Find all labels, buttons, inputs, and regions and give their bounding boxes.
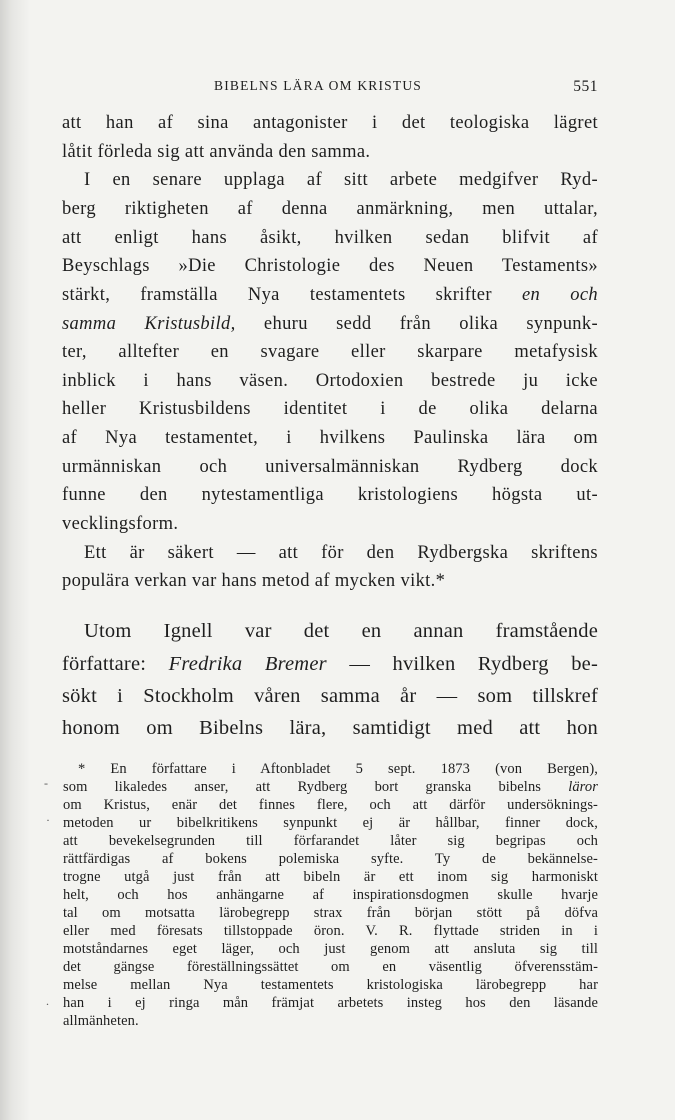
footnote-line xyxy=(63,780,598,795)
body-line xyxy=(62,286,598,305)
body-line: berg riktigheten af denna anmärkning, men uttalar, xyxy=(62,199,598,219)
footnote-line: att bevekelsegrunden till förfarandet låter sig begripas och xyxy=(63,833,598,849)
page-gutter-shadow xyxy=(0,0,30,1120)
footnote-line: eller med föresats tillstoppade öron. V. R. flyttade striden in i xyxy=(63,923,598,939)
body-line: af Nya testamentet, i hvilkens Paulinska lära om xyxy=(62,428,598,448)
body-line: urmänniskan och universalmänniskan Rydberg dock xyxy=(62,457,598,477)
body-line xyxy=(62,315,598,334)
body-line: ter, alltefter en svagare eller skarpare metafysisk xyxy=(62,342,598,362)
footnote-line: trogne utgå just från att bibeln är ett inom sig harmoniskt xyxy=(63,869,598,885)
body-line: heller Kristusbildens identitet i de olika delarna xyxy=(62,399,598,419)
body-line: I en senare upplaga af sitt arbete medgifver Ryd- xyxy=(84,170,598,190)
footnote-line: melse mellan Nya testamentets kristologiska lärobegrepp har xyxy=(63,977,598,993)
margin-dash-mark: - xyxy=(44,776,48,790)
footnote-text-segment: som likaledes anser, att Rydberg bort granska bibelns xyxy=(63,779,542,795)
footnote-line: rättfärdigas af bokens polemiska syfte. Ty de bekännelse- xyxy=(63,851,598,867)
body-line: Beyschlags »Die Christologie des Neuen Testaments» xyxy=(62,256,598,276)
section-line: sökt i Stockholm våren samma år — som tillskref xyxy=(62,685,598,707)
body-text-segment: stärkt, framställa Nya testamentets skrifter xyxy=(62,285,492,305)
body-line: inblick i hans väsen. Ortodoxien bestrede ju icke xyxy=(62,371,598,391)
margin-dot-mark: · xyxy=(46,813,50,827)
body-line: att enligt hans åsikt, hvilken sedan blifvit af xyxy=(62,228,598,248)
footnote-line: det gängse föreställningssättet om en väsentlig öfverensstäm- xyxy=(63,959,598,975)
footnote-line: allmänheten. xyxy=(63,1013,139,1029)
page-header xyxy=(62,78,598,100)
footnote-line: tal om motsatta lärobegrepp strax från början stött på döfva xyxy=(63,905,598,921)
running-head: BIBELNS LÄRA OM KRISTUS xyxy=(214,78,422,93)
section-text-segment: — hvilken Rydberg be- xyxy=(349,653,598,675)
footnote-line: helt, och hos anhängarne af inspirationsdogmen skulle hvarje xyxy=(63,887,598,903)
section-text-segment: författare: xyxy=(62,653,147,675)
body-line: funne den nytestamentliga kristologiens högsta ut- xyxy=(62,485,598,505)
section-line: honom om Bibelns lära, samtidigt med att hon xyxy=(62,717,598,739)
body-italic-segment: samma Kristusbild, xyxy=(62,314,236,334)
body-text-segment: ehuru sedd från olika synpunk- xyxy=(263,314,599,334)
section-italic-segment: Fredrika Bremer xyxy=(168,653,327,675)
page-number: 551 xyxy=(573,78,598,95)
footnote-line: om Kristus, enär det finnes flere, och att därför undersöknings- xyxy=(63,797,598,813)
body-line: populära verkan var hans metod af mycken vikt.* xyxy=(62,571,446,591)
body-line: låtit förleda sig att använda den samma. xyxy=(62,142,371,162)
footnote-line: motståndarnes eget läger, och just genom att ansluta sig till xyxy=(63,941,598,957)
body-line: att han af sina antagonister i det teologiska lägret xyxy=(62,113,598,133)
body-line: Ett är säkert — att för den Rydbergska skriftens xyxy=(84,543,598,563)
margin-dot-mark: . xyxy=(46,994,49,1008)
section-line xyxy=(62,654,598,675)
body-italic-segment: en och xyxy=(521,285,599,305)
section-line: Utom Ignell var det en annan framstående xyxy=(84,620,598,642)
footnote-line: metoden ur bibelkritikens synpunkt ej är hållbar, finner dock, xyxy=(63,815,598,831)
footnote-line: han i ej ringa mån främjat arbetets insteg hos den läsande xyxy=(63,995,598,1011)
body-line: vecklingsform. xyxy=(62,514,179,534)
footnote-line: * En författare i Aftonbladet 5 sept. 1873 (von Bergen), xyxy=(78,761,598,777)
footnote-italic-segment: läror xyxy=(568,779,598,795)
